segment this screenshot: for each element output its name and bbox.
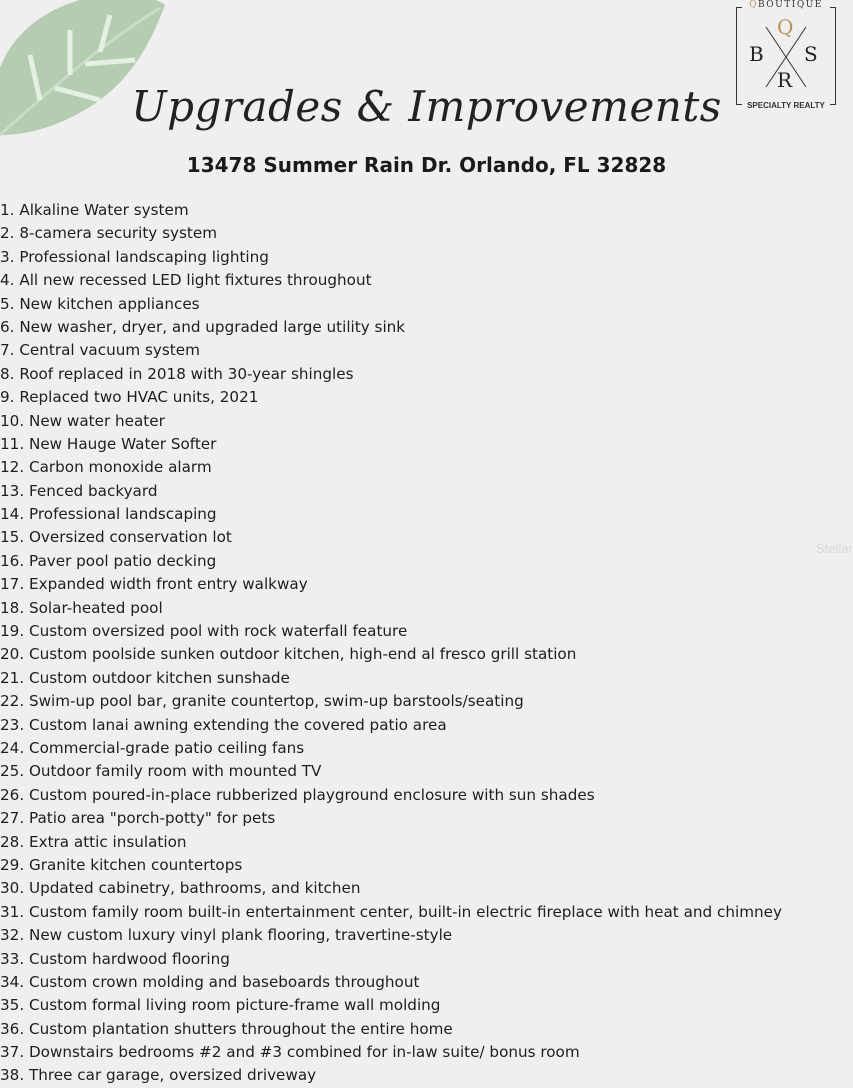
list-item: 18. Solar-heated pool xyxy=(0,598,163,617)
logo-brand-top: QBOUTIQUE xyxy=(749,0,823,10)
list-item: 13. Fenced backyard xyxy=(0,481,158,500)
list-item: 14. Professional landscaping xyxy=(0,505,217,524)
list-item: 8. Roof replaced in 2018 with 30-year shingles xyxy=(0,364,354,383)
list-item: 27. Patio area "porch-potty" for pets xyxy=(0,809,276,828)
list-item: 17. Expanded width front entry walkway xyxy=(0,575,308,594)
logo-brand-bottom: SPECIALTY REALTY xyxy=(747,101,825,110)
property-address: 13478 Summer Rain Dr. Orlando, FL 32828 xyxy=(186,153,667,177)
list-item: 15. Oversized conservation lot xyxy=(0,528,232,547)
list-item: 23. Custom lanai awning extending the covered patio area xyxy=(0,715,447,734)
list-item: 3. Professional landscaping lighting xyxy=(0,247,269,266)
list-item: 37. Downstairs bedrooms #2 and #3 combined for in-law suite/ bonus room xyxy=(0,1043,580,1062)
list-item: 19. Custom oversized pool with rock waterfall feature xyxy=(0,622,408,641)
logo-letter-q: Q xyxy=(777,15,794,39)
logo-letter-b: B xyxy=(749,42,764,66)
list-item: 20. Custom poolside sunken outdoor kitchen, high-end al fresco grill station xyxy=(0,645,577,664)
list-item: 1. Alkaline Water system xyxy=(0,201,189,219)
list-item: 36. Custom plantation shutters throughout the entire home xyxy=(0,1019,453,1038)
list-item: 16. Paver pool patio decking xyxy=(0,551,217,570)
list-item: 21. Custom outdoor kitchen sunshade xyxy=(0,668,290,687)
list-item: 24. Commercial-grade patio ceiling fans xyxy=(0,738,305,757)
list-item: 30. Updated cabinetry, bathrooms, and kitchen xyxy=(0,879,361,898)
list-item: 7. Central vacuum system xyxy=(0,341,200,360)
page-title: Upgrades & Improvements xyxy=(131,82,722,131)
list-item: 32. New custom luxury vinyl plank flooring, travertine-style xyxy=(0,926,453,945)
list-item: 34. Custom crown molding and baseboards throughout xyxy=(0,972,420,991)
list-item: 33. Custom hardwood flooring xyxy=(0,949,230,968)
list-item: 38. Three car garage, oversized driveway xyxy=(0,1066,317,1085)
list-item: 28. Extra attic insulation xyxy=(0,832,187,851)
list-item: 31. Custom family room built-in entertainment center, built-in electric fireplace with heat and chimney xyxy=(0,902,782,921)
list-item: 4. All new recessed LED light fixtures throughout xyxy=(0,271,372,290)
list-item: 10. New water heater xyxy=(0,411,165,430)
list-item: 6. New washer, dryer, and upgraded large utility sink xyxy=(0,317,406,336)
logo-letter-r: R xyxy=(777,68,793,92)
list-item: 22. Swim-up pool bar, granite countertop, swim-up barstools/seating xyxy=(0,692,524,711)
list-item: 5. New kitchen appliances xyxy=(0,294,200,313)
improvements-list xyxy=(0,199,853,1088)
list-item: 35. Custom formal living room picture-frame wall molding xyxy=(0,996,441,1015)
watermark: Stellar xyxy=(816,541,853,556)
list-item: 26. Custom poured-in-place rubberized playground enclosure with sun shades xyxy=(0,785,595,804)
list-item: 12. Carbon monoxide alarm xyxy=(0,458,212,477)
list-item: 11. New Hauge Water Softer xyxy=(0,434,217,453)
list-item: 29. Granite kitchen countertops xyxy=(0,855,243,874)
logo-letter-s: S xyxy=(804,42,818,66)
list-item: 2. 8-camera security system xyxy=(0,224,218,243)
list-item: 25. Outdoor family room with mounted TV xyxy=(0,762,322,781)
list-item: 9. Replaced two HVAC units, 2021 xyxy=(0,388,259,407)
